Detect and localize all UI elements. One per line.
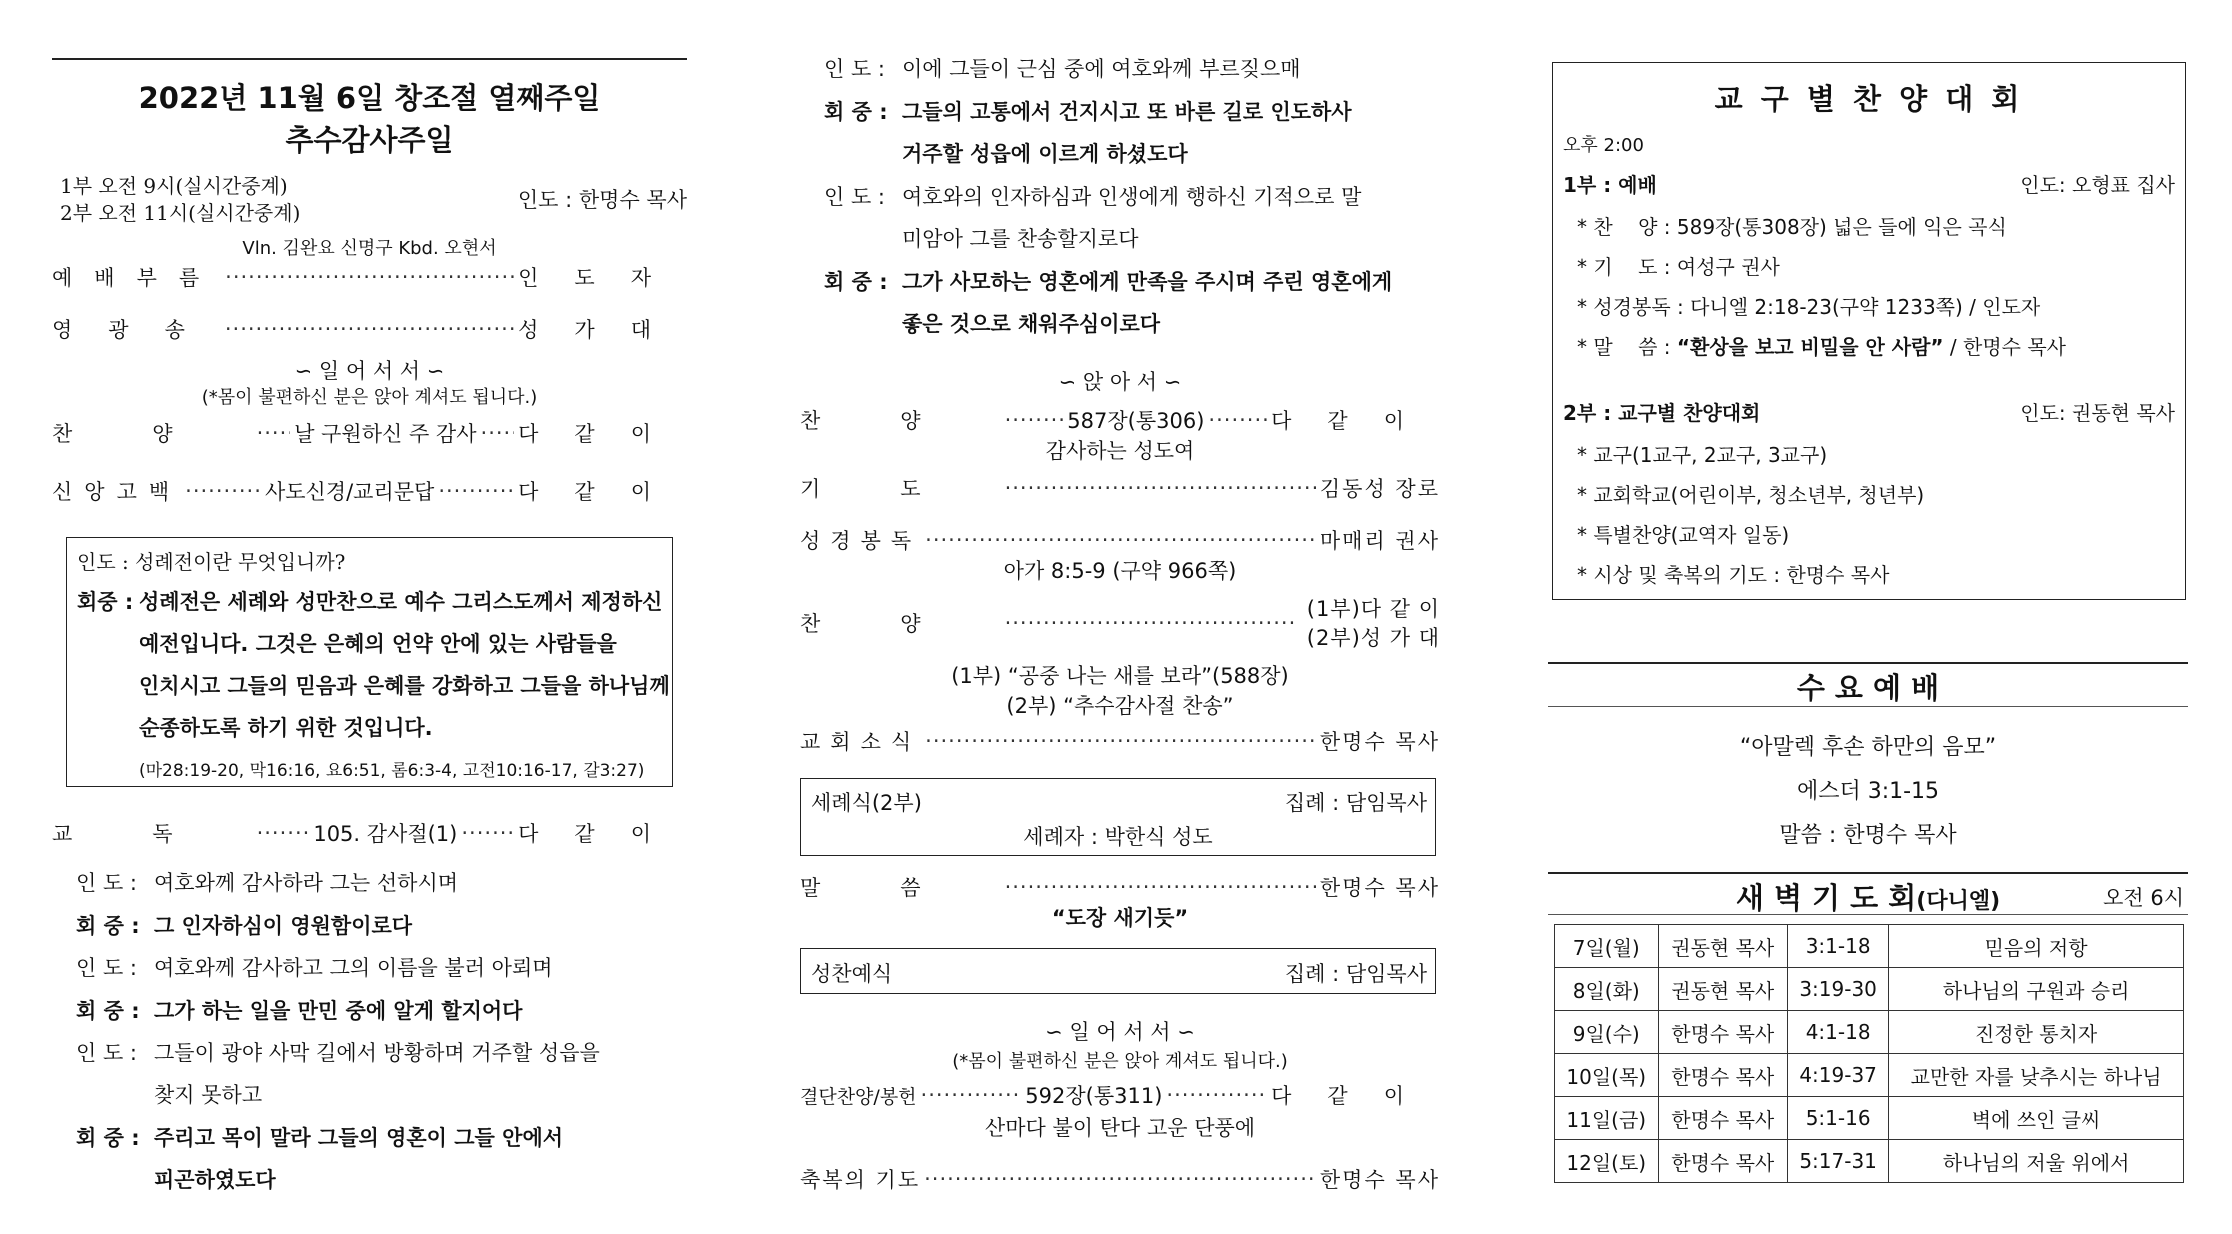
reading-line: 인 도 : 여호와의 인자하심과 인생에게 행하신 기적으로 말 bbox=[824, 185, 1362, 209]
order-item-hymn: 찬양 ····· 날 구원하신 주 감사 ····· 다같이 bbox=[52, 418, 687, 448]
stand-up-note: (*몸이 불편하신 분은 앉아 계셔도 됩니다.) bbox=[201, 387, 538, 408]
dawn-top-rule bbox=[1548, 872, 2188, 874]
reading-line: 인 도 : 이에 그들이 근심 중에 여호와께 부르짖으매 bbox=[824, 57, 1301, 81]
service-time-1: 1부 오전 9시(실시간중계) bbox=[60, 174, 288, 198]
choir-part2: (2부)성 가 대 bbox=[1306, 626, 1440, 650]
stand-up-label: ∽ 일 어 서 서 ∽ bbox=[294, 359, 445, 383]
wednesday-preacher: 말씀 : 한명수 목사 bbox=[1779, 823, 1957, 848]
choir-song-2: (2부) “추수감사절 찬송” bbox=[1006, 694, 1234, 718]
festival-part1-sermon: * 말 씀 : “환상을 보고 비밀을 안 사람” / 한명수 목사 bbox=[1577, 335, 2066, 359]
reading-line: 회 중 : 그 인자하심이 영원함이로다 bbox=[76, 914, 413, 938]
musicians: Vln. 김완요 신명구 Kbd. 오현서 bbox=[242, 238, 497, 259]
reading-line: 좋은 것으로 채워주심이로다 bbox=[902, 312, 1161, 336]
bulletin-subtitle: 추수감사주일 bbox=[285, 123, 454, 157]
reading-line: 거주할 성읍에 이르게 하셨도다 bbox=[902, 142, 1188, 166]
order-item-scripture: 성경봉독 ····· 마매리 권사 bbox=[800, 525, 1440, 555]
wednesday-top-rule bbox=[1548, 662, 2188, 664]
bulletin-date-title: 2022년 11월 6일 창조절 열째주일 bbox=[138, 81, 601, 115]
dawn-time: 오전 6시 bbox=[2103, 886, 2184, 910]
reading-line: 인 도 : 그들이 광야 사막 길에서 방황하며 거주할 성읍을 bbox=[76, 1041, 600, 1065]
wednesday-scripture: 에스더 3:1-15 bbox=[1796, 779, 1940, 804]
table-row: 10일(목) 한명수 목사 4:19-37 교만한 자를 낮추시는 하나님 bbox=[1555, 1054, 2184, 1097]
choir-festival-box bbox=[1552, 62, 2186, 600]
dawn-schedule-table bbox=[1554, 924, 2184, 1183]
reading-line: 피곤하였도다 bbox=[154, 1168, 276, 1192]
stand-up-label: ∽ 일 어 서 서 ∽ bbox=[1045, 1020, 1195, 1044]
table-row: 11일(금) 한명수 목사 5:1-16 벽에 쓰인 글씨 bbox=[1555, 1097, 2184, 1140]
festival-part1-item: * 성경봉독 : 다니엘 2:18-23(구약 1233쪽) / 인도자 bbox=[1577, 295, 2041, 319]
festival-part2-item: * 특별찬양(교역자 일동) bbox=[1577, 523, 1790, 547]
reading-line: 회 중 : 그들의 고통에서 건지시고 또 바른 길로 인도하사 bbox=[824, 100, 1352, 124]
communion-officiant: 집례 : 담임목사 bbox=[1284, 962, 1427, 986]
reading-line: 인 도 : 여호와께 감사하라 그는 선하시며 bbox=[76, 871, 459, 895]
baptism-officiant: 집례 : 담임목사 bbox=[1284, 791, 1427, 815]
dawn-rule bbox=[1548, 914, 2188, 915]
order-item-prayer: 기도 ····· 김동성 장로 bbox=[800, 473, 1440, 503]
festival-title: 교 구 별 찬 양 대 회 bbox=[1714, 82, 2024, 116]
reading-line: 회 중 : 그가 하는 일을 만민 중에 알게 할지어다 bbox=[76, 999, 523, 1023]
table-row: 12일(토) 한명수 목사 5:17-31 하나님의 저울 위에서 bbox=[1555, 1140, 2184, 1183]
service-leader: 인도 : 한명수 목사 bbox=[517, 188, 687, 212]
catechism-answer-line: 인치시고 그들의 믿음과 은혜를 강화하고 그들을 하나님께 bbox=[139, 674, 670, 698]
choir-part1: (1부)다 같 이 bbox=[1306, 597, 1440, 621]
reading-line: 회 중 : 그가 사모하는 영혼에게 만족을 주시며 주린 영혼에게 bbox=[824, 270, 1393, 294]
catechism-references: (마28:19-20, 막16:16, 요6:51, 롬6:3-4, 고전10:16-17, 갈3:27) bbox=[139, 761, 645, 781]
festival-part2-item: * 시상 및 축복의 기도 : 한명수 목사 bbox=[1577, 563, 1890, 587]
baptism-title: 세례식(2부) bbox=[811, 791, 922, 815]
reading-line: 인 도 : 여호와께 감사하고 그의 이름을 불러 아뢰며 bbox=[76, 956, 553, 980]
catechism-question: 인도 : 성례전이란 무엇입니까? bbox=[77, 550, 346, 574]
order-item-call: 예배부름 ····· 인도자 bbox=[52, 262, 687, 292]
festival-time: 오후 2:00 bbox=[1563, 135, 1644, 156]
offering-hymn-title: 산마다 불이 탄다 고운 단풍에 bbox=[984, 1116, 1256, 1140]
wednesday-sermon: “아말렉 후손 하만의 음모” bbox=[1739, 735, 1997, 760]
order-item-responsive-reading: 교독 ····· 105. 감사절(1) ····· 다같이 bbox=[52, 818, 687, 848]
order-item-choir: 찬양 ····· bbox=[800, 608, 1440, 638]
catechism-answer-who: 회중 : bbox=[77, 590, 134, 614]
festival-part1-item: * 기 도 : 여성구 권사 bbox=[1577, 255, 1780, 279]
reading-line: 미암아 그를 찬송할지로다 bbox=[902, 227, 1139, 251]
scripture-reference: 아가 8:5-9 (구약 966쪽) bbox=[1003, 559, 1237, 583]
catechism-box bbox=[66, 537, 673, 787]
communion-title: 성찬예식 bbox=[811, 962, 893, 986]
order-item-benediction: 축복의 기도 ····· 한명수 목사 bbox=[800, 1164, 1440, 1194]
stand-up-note: (*몸이 불편하신 분은 앉아 계셔도 됩니다.) bbox=[952, 1051, 1288, 1072]
table-row: 8일(화) 권동현 목사 3:19-30 하나님의 구원과 승리 bbox=[1555, 968, 2184, 1011]
baptism-person: 세례자 : 박한식 성도 bbox=[1023, 825, 1213, 849]
dawn-title: 새 벽 기 도 회(다니엘) bbox=[1735, 881, 2001, 915]
wednesday-title: 수 요 예 배 bbox=[1796, 671, 1940, 705]
baptism-box bbox=[800, 778, 1436, 856]
festival-part2-item: * 교회학교(어린이부, 청소년부, 청년부) bbox=[1577, 483, 1925, 507]
top-rule bbox=[52, 58, 687, 60]
catechism-answer-line: 예전입니다. 그것은 은혜의 언약 안에 있는 사람들을 bbox=[139, 632, 617, 656]
sit-down-label: ∽ 앉 아 서 ∽ bbox=[1058, 370, 1182, 394]
service-time-2: 2부 오전 11시(실시간중계) bbox=[60, 201, 301, 225]
festival-part1-leader: 인도: 오형표 집사 bbox=[2020, 173, 2175, 197]
catechism-answer-line: 성례전은 세례와 성만찬으로 예수 그리스도께서 제정하신 bbox=[139, 590, 663, 614]
order-item-offering: 결단찬양/봉헌 ····· 592장(통311) ····· 다같이 bbox=[800, 1080, 1440, 1110]
festival-part1: 1부 : 예배 bbox=[1563, 173, 1657, 197]
choir-song-1: (1부) “공중 나는 새를 보라”(588장) bbox=[951, 664, 1289, 688]
sermon-title: “도장 새기듯” bbox=[1051, 906, 1189, 930]
festival-part2: 2부 : 교구별 찬양대회 bbox=[1563, 401, 1761, 425]
communion-box bbox=[800, 948, 1436, 994]
table-row: 7일(월) 권동현 목사 3:1-18 믿음의 저항 bbox=[1555, 925, 2184, 968]
festival-part2-item: * 교구(1교구, 2교구, 3교구) bbox=[1577, 443, 1828, 467]
wednesday-rule bbox=[1548, 706, 2188, 707]
table-row: 9일(수) 한명수 목사 4:1-18 진정한 통치자 bbox=[1555, 1011, 2184, 1054]
festival-part1-item: * 찬 양 : 589장(통308장) 넓은 들에 익은 곡식 bbox=[1577, 215, 2007, 239]
order-item-gloria: 영광송 ····· 성가대 bbox=[52, 314, 687, 344]
reading-line: 찾지 못하고 bbox=[154, 1083, 263, 1107]
festival-part2-leader: 인도: 권동현 목사 bbox=[2020, 401, 2175, 425]
reading-line: 회 중 : 주리고 목이 말라 그들의 영혼이 그들 안에서 bbox=[76, 1126, 564, 1150]
order-item-creed: 신앙고백 ····· 사도신경/교리문답 ····· 다같이 bbox=[52, 476, 687, 506]
order-item-announcements: 교회소식 ····· 한명수 목사 bbox=[800, 726, 1440, 756]
order-item-sermon: 말씀 ····· 한명수 목사 bbox=[800, 872, 1440, 902]
order-item-hymn: 찬양 ····· 587장(통306) ····· 다같이 bbox=[800, 405, 1440, 435]
hymn-title: 감사하는 성도여 bbox=[1045, 439, 1195, 463]
catechism-answer-line: 순종하도록 하기 위한 것입니다. bbox=[139, 716, 433, 740]
